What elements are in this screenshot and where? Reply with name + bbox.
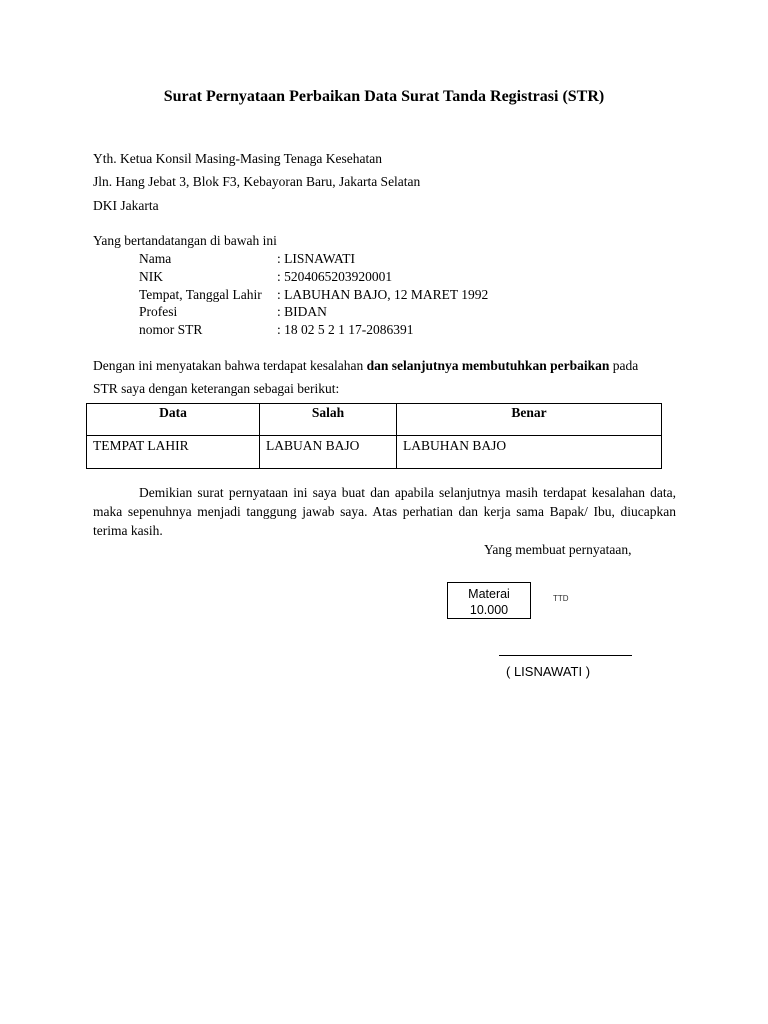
field-value-profesi: : BIDAN: [277, 304, 327, 319]
ttd-label: TTD: [553, 594, 569, 603]
field-value-nama: : LISNAWATI: [277, 251, 356, 266]
field-label-nik: NIK: [139, 269, 163, 284]
materai-label: Materai: [468, 587, 510, 601]
table-row: [87, 436, 662, 469]
table-header-salah: Salah: [260, 404, 397, 436]
correction-table: [86, 403, 662, 469]
table-cell-salah: LABUAN BAJO: [260, 436, 397, 469]
field-label-nama: Nama: [139, 251, 172, 266]
statement-line-2: STR saya dengan keterangan sebagai berikut:: [93, 381, 340, 396]
signature-heading: Yang membuat pernyataan,: [484, 542, 632, 557]
field-label-ttl: Tempat, Tanggal Lahir: [139, 287, 262, 302]
materai-stamp-box: [447, 582, 531, 619]
field-value-str: : 18 02 5 2 1 17-2086391: [277, 322, 414, 337]
table-cell-benar: LABUHAN BAJO: [397, 436, 662, 469]
statement-bold: dan selanjutnya membutuhkan perbaikan: [366, 358, 610, 373]
field-value-nik: : 5204065203920001: [277, 269, 393, 284]
intro-text: Yang bertandatangan di bawah ini: [93, 233, 277, 248]
table-header-benar: Benar: [397, 404, 662, 436]
addressee-line-2: Jln. Hang Jebat 3, Blok F3, Kebayoran Baru, Jakarta Selatan: [93, 174, 421, 189]
field-label-str: nomor STR: [139, 322, 203, 337]
field-value-ttl: : LABUHAN BAJO, 12 MARET 1992: [277, 287, 489, 302]
closing-paragraph: Demikian surat pernyataan ini saya buat dan apabila selanjutnya masih terdapat kesalahan data, maka sepenuhnya menjadi tanggung jawab saya. Atas perhatian dan kerja sama Bapak/ Ibu, diucapkan terima kasih.: [93, 485, 676, 538]
addressee-line-3: DKI Jakarta: [93, 198, 159, 213]
document-title: Surat Pernyataan Perbaikan Data Surat Tanda Registrasi (STR): [163, 88, 605, 105]
statement-line-1: [93, 358, 638, 374]
field-label-profesi: Profesi: [139, 304, 178, 319]
signatory-name: ( LISNAWATI ): [506, 664, 591, 679]
addressee-line-1: Yth. Ketua Konsil Masing-Masing Tenaga Kesehatan: [93, 151, 382, 166]
signature-line: [499, 655, 632, 656]
statement-part-3: pada: [609, 358, 639, 373]
table-header-row: [87, 404, 662, 436]
materai-value: 10.000: [469, 603, 509, 617]
statement-part-1: Dengan ini menyatakan bahwa terdapat kesalahan: [93, 358, 367, 373]
table-cell-data: TEMPAT LAHIR: [87, 436, 260, 469]
table-header-data: Data: [87, 404, 260, 436]
